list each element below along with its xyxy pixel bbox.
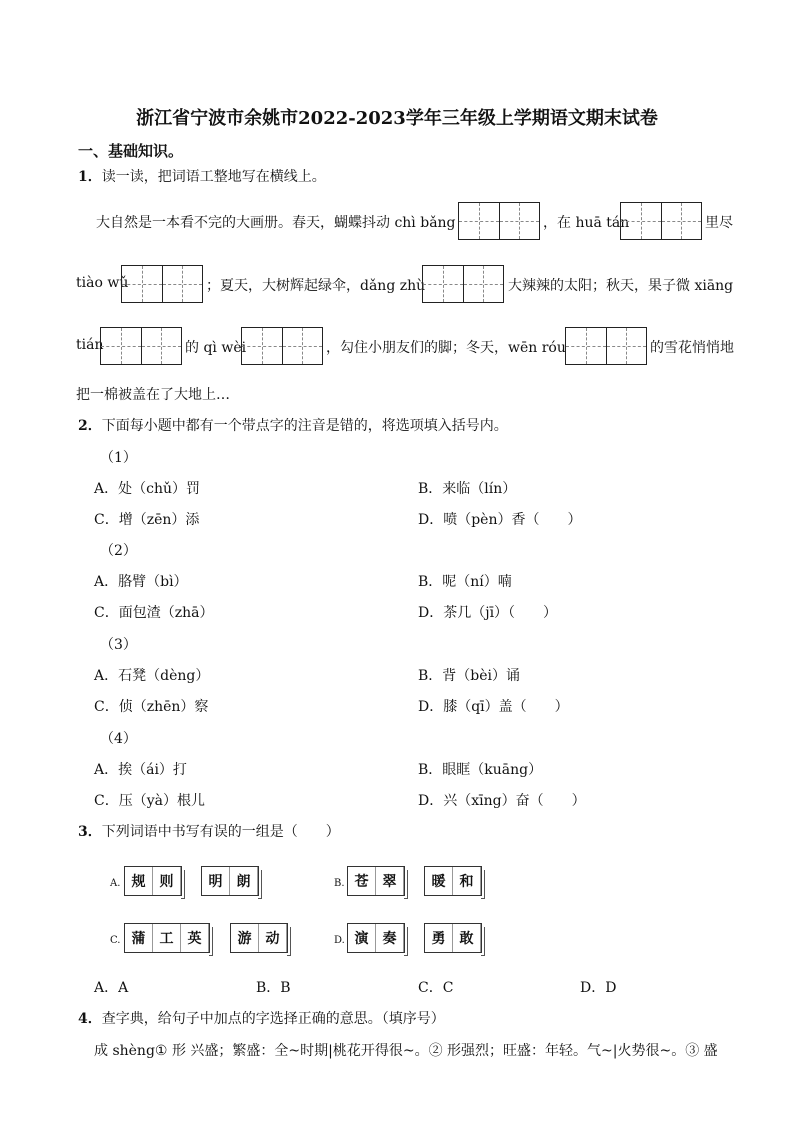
word-char: 和 [453,867,481,895]
word-card [347,923,405,953]
meaning-number: ③ [685,1043,700,1059]
entry-text: 形强烈；旺盛：年轻。气~|火势很~。 [447,1043,686,1059]
word-card [124,866,182,896]
question-4 [78,1008,445,1028]
writing-box-huatan[interactable] [620,202,702,240]
writing-box-xiangtian[interactable] [100,327,182,365]
word-char: 奏 [376,924,404,952]
question-prompt: 下面每小题中都有一个带点字的注音是错的，将选项填入括号内。 [101,418,508,434]
passage-text: ；夏天，大树辉起绿伞，dǎng zhù [206,278,426,294]
word-char: 明 [202,867,230,895]
subquestion-label: （4） [100,731,137,747]
word-char: 翠 [376,867,404,895]
passage-text: 大自然是一本看不完的大画册。春天，蝴蝶抖动 chì bǎng [96,215,456,231]
word-char: 英 [181,924,209,952]
option-b[interactable]: B．呢（ní）喃 [418,574,512,590]
passage-text: tián [76,337,104,353]
writing-box-wenrou[interactable] [565,327,647,365]
word-char: 规 [125,867,153,895]
meaning-number: ① [154,1043,168,1059]
option-d[interactable]: D．兴（xīng）奋（ ） [418,793,586,809]
passage-text: 的 qì wèi [185,340,247,356]
option-tag-b: B. [334,878,345,889]
word-card [124,923,210,953]
entry-text: 形 兴盛；繁盛：全~时期|桃花开得很~。 [171,1043,429,1059]
word-char: 蒲 [125,924,153,952]
passage-text: 的雪花悄悄地 [650,340,734,356]
writing-box-tiaowu[interactable] [121,265,203,303]
option-tag-c: C. [110,935,121,946]
option-b[interactable]: B．来临（lín） [418,481,517,497]
page-title: 浙江省宁波市余姚市2022-2023学年三年级上学期语文期末试卷 [136,108,658,129]
option-c[interactable]: C．增（zēn）添 [94,512,200,528]
word-char: 则 [153,867,181,895]
word-card [347,866,405,896]
option-b[interactable]: B．眼眶（kuāng） [418,762,543,778]
word-char: 游 [231,924,259,952]
question-number: 2． [78,418,102,434]
option-d[interactable]: D．喷（pèn）香（ ） [418,512,582,528]
option-a[interactable]: A．A [94,980,129,996]
question-1 [78,166,326,186]
word-char: 敢 [453,924,481,952]
option-c[interactable]: C．压（yà）根儿 [94,793,205,809]
option-tag-d: D. [334,935,345,946]
option-c[interactable]: C．侦（zhēn）察 [94,699,209,715]
word-char: 朗 [230,867,258,895]
section-heading: 一、基础知识。 [78,142,184,160]
word-char: 苍 [348,867,376,895]
subquestion-label: （1） [100,450,137,466]
entry-text: 成 shèng [94,1043,155,1059]
option-d[interactable]: D．D [580,980,617,996]
word-card [230,923,288,953]
option-b[interactable]: B．B [256,980,291,996]
entry-text: 盛 [703,1043,718,1059]
writing-box-dangzhu[interactable] [422,265,504,303]
option-a[interactable]: A．石凳（dèng） [94,668,210,684]
passage-text: tiào wǔ [76,275,129,291]
passage-text: ，勾住小朋友们的脚；冬天，wēn róu [326,340,566,356]
meaning-number: ② [428,1043,443,1059]
passage-text: 把一棉被盖在了大地上… [76,387,230,403]
word-char: 勇 [425,924,453,952]
option-a[interactable]: A．处（chǔ）罚 [94,481,200,497]
dictionary-entry [94,1040,718,1060]
option-d[interactable]: D．茶几（jī）（ ） [418,605,558,621]
word-char: 动 [259,924,287,952]
question-number: 3． [78,824,102,840]
question-prompt: 读一读，把词语工整地写在横线上。 [101,169,326,185]
word-card [424,866,482,896]
question-2 [78,415,508,435]
option-a[interactable]: A．胳臂（bì） [94,574,188,590]
option-a[interactable]: A．挨（ái）打 [94,762,187,778]
question-number: 4． [78,1011,102,1027]
writing-box-chibang[interactable] [458,202,540,240]
option-c[interactable]: C．C [418,980,454,996]
word-card [201,866,259,896]
passage-text: 大辣辣的太阳；秋天，果子微 xiāng [508,278,734,294]
word-card [424,923,482,953]
question-3 [78,821,340,841]
passage-text: 里尽 [705,215,733,231]
word-char: 暖 [425,867,453,895]
word-char: 工 [153,924,181,952]
subquestion-label: （2） [100,543,137,559]
option-tag-a: A. [110,878,121,889]
word-char: 演 [348,924,376,952]
question-number: 1． [78,169,102,185]
option-d[interactable]: D．膝（qī）盖（ ） [418,699,569,715]
passage-text: ，在 huā tán [543,215,630,231]
option-c[interactable]: C．面包渣（zhā） [94,605,214,621]
question-prompt: 下列词语中书写有误的一组是（ ） [101,824,340,840]
option-b[interactable]: B．背（bèi）诵 [418,668,521,684]
writing-box-qiwei[interactable] [241,327,323,365]
question-prompt: 查字典，给句子中加点的字选择正确的意思。（填序号） [101,1011,445,1027]
subquestion-label: （3） [100,637,137,653]
